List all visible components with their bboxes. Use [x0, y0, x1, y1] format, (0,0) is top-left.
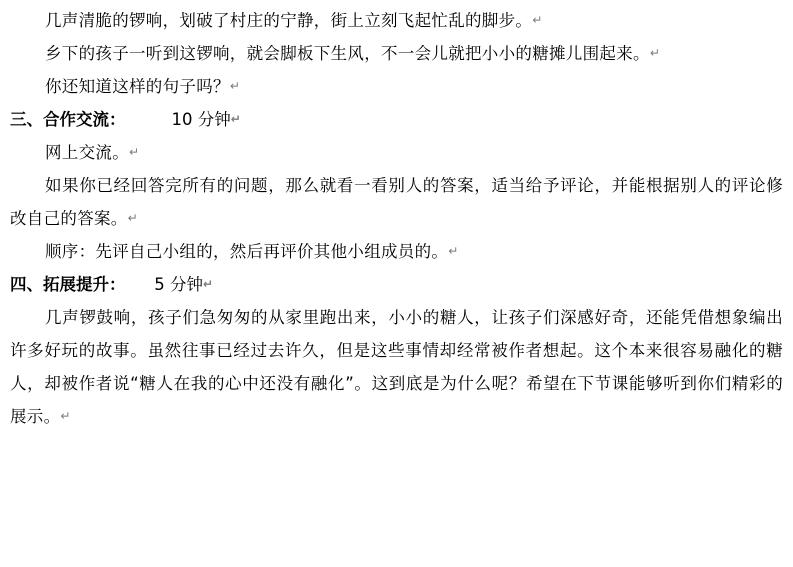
section-heading — [10, 103, 783, 136]
paragraph-mark: ↵ — [649, 46, 660, 60]
paragraph-text: 网上交流。 — [45, 143, 129, 162]
section-heading-label: 三、合作交流： — [10, 110, 126, 129]
section-heading-spacer — [126, 275, 155, 294]
paragraph — [10, 235, 783, 268]
paragraph-mark: ↵ — [532, 13, 543, 27]
paragraph-mark: ↵ — [229, 79, 240, 93]
paragraph — [10, 136, 783, 169]
paragraph-mark: ↵ — [129, 145, 140, 159]
section-heading — [10, 268, 783, 301]
section-heading-label: 四、拓展提升： — [10, 275, 126, 294]
paragraph — [10, 301, 783, 433]
paragraph-text: 几声清脆的锣响，划破了村庄的宁静，街上立刻飞起忙乱的脚步。 — [45, 11, 533, 30]
paragraph-mark: ↵ — [448, 244, 459, 258]
section-heading-spacer — [126, 110, 172, 129]
paragraph-text: 你还知道这样的句子吗？ — [45, 77, 230, 96]
paragraph-text: 乡下的孩子一听到这锣响，就会脚板下生风，不一会儿就把小小的糖摊儿围起来。 — [45, 44, 650, 63]
paragraph-mark: ↵ — [230, 112, 241, 126]
paragraph — [10, 37, 783, 70]
paragraph-mark: ↵ — [60, 409, 71, 423]
paragraph-text: 顺序：先评自己小组的，然后再评价其他小组成员的。 — [45, 242, 449, 261]
paragraph-mark: ↵ — [127, 211, 138, 225]
paragraph-text: 几声锣鼓响，孩子们急匆匆的从家里跑出来，小小的糖人，让孩子们深感好奇，还能凭借想象编出许多好玩的故事。虽然往事已经过去许久，但是这些事情却经常被作者想起。这个本来很容易融化的糖人，却被作者说“糖人在我的心中还没有融化”。这到底是为什么呢？希望在下节课能够听到你们精彩的展示。 — [10, 308, 783, 426]
paragraph-text: 如果你已经回答完所有的问题，那么就看一看别人的答案，适当给予评论，并能根据别人的评论修改自己的答案。 — [10, 176, 783, 228]
paragraph — [10, 4, 783, 37]
document-body — [10, 4, 783, 433]
section-heading-duration: 10 分钟 — [171, 110, 231, 129]
section-heading-duration: 5 分钟 — [154, 275, 203, 294]
paragraph — [10, 169, 783, 235]
paragraph-mark: ↵ — [202, 277, 214, 291]
paragraph — [10, 70, 783, 103]
